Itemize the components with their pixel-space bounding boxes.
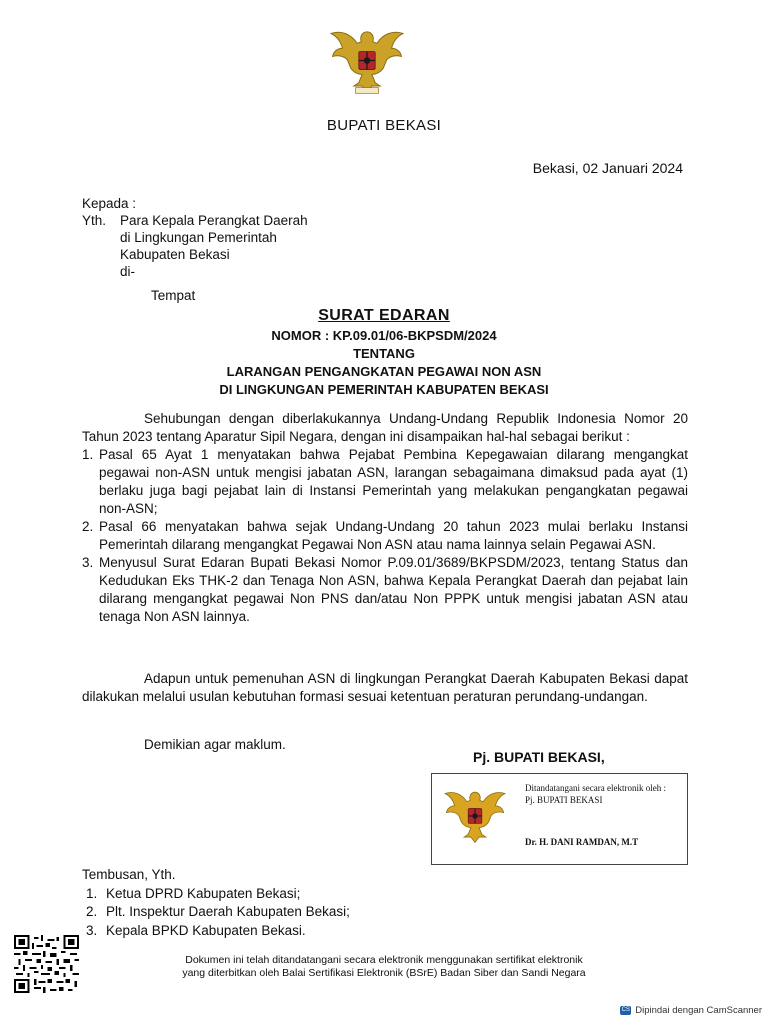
paragraph-text: Adapun untuk pemenuhan ASN di lingkungan Perangkat Daerah Kabupaten Bekasi dapat dilakukan melalui usulan kebutuhan formasi sesuai ketentuan peraturan perundang-undangan.: [82, 671, 688, 704]
fulfillment-paragraph: [82, 670, 688, 706]
recipient-line: Kabupaten Bekasi: [120, 247, 230, 262]
closing-remark: Demikian agar maklum.: [144, 737, 286, 752]
document-number: NOMOR : KP.09.01/06-BKPSDM/2024: [271, 328, 497, 343]
issuing-authority: BUPATI BEKASI: [326, 117, 442, 134]
copy-number: 3.: [86, 922, 98, 938]
recipient-line: Para Kepala Perangkat Daerah: [120, 213, 308, 228]
intro-paragraph: Sehubungan dengan diberlakukannya Undang-Undang Republik Indonesia Nomor 20 Tahun 2023 tentang Aparatur Sipil Negara, dengan ini disampaikan hal-hal sebagai berikut :: [82, 411, 688, 444]
list-item: [82, 885, 350, 904]
recipient-line: di Lingkungan Pemerintah: [120, 230, 277, 245]
document-type: SURAT EDARAN: [318, 307, 450, 324]
point-number: 3.: [82, 555, 94, 570]
signer-title: Pj. BUPATI BEKASI,: [473, 749, 605, 765]
copy-text: Kepala BPKD Kabupaten Bekasi.: [106, 922, 306, 938]
esign-footnote: [0, 954, 768, 980]
list-item: [82, 922, 350, 941]
recipient-label: Kepada :: [82, 196, 137, 211]
document-subject-line1: LARANGAN PENGANGKATAN PEGAWAI NON ASN: [226, 364, 542, 379]
points-list: [82, 446, 688, 626]
list-item: [82, 518, 688, 554]
esign-role: Pj. BUPATI BEKASI: [525, 795, 603, 805]
scanner-text: Dipindai dengan CamScanner: [635, 1005, 762, 1016]
copies-block: [82, 866, 350, 940]
document-subject-line2: DI LINGKUNGAN PEMERINTAH KABUPATEN BEKASI: [219, 382, 549, 397]
recipient-place: Tempat: [151, 288, 196, 303]
list-item: [82, 903, 350, 922]
letter-body: [82, 410, 688, 626]
list-item: [82, 446, 688, 518]
point-number: 2.: [82, 519, 94, 534]
point-number: 1.: [82, 447, 94, 462]
copy-text: Ketua DPRD Kabupaten Bekasi;: [106, 885, 301, 901]
document-about: TENTANG: [353, 346, 415, 361]
copies-label: Tembusan, Yth.: [82, 867, 176, 882]
recipient-line: di-: [120, 264, 136, 279]
point-text: Pasal 65 Ayat 1 menyatakan bahwa Pejabat Pembina Kepegawaian dilarang mengangkat pegawai non-ASN untuk mengisi jabatan ASN, larangan sebagaimana dimaksud pada ayat (1) berlaku juga bagi pejabat lain di Instansi Pemerintah yang melakukan pengangkatan pegawai non-ASN;: [99, 447, 688, 516]
esign-caption: Ditandatangani secara elektronik oleh :: [525, 783, 666, 793]
copy-number: 2.: [86, 904, 98, 919]
copies-list: [82, 885, 350, 941]
electronic-signature-box: [431, 773, 688, 865]
letter-date: Bekasi, 02 Januari 2024: [532, 160, 683, 176]
footnote-line: Dokumen ini telah ditandatangani secara elektronik menggunakan sertifikat elektronik: [185, 954, 583, 966]
recipient-salutation: Yth.: [82, 213, 107, 228]
camscanner-icon: CS: [621, 1007, 630, 1013]
footnote-line: yang diterbitkan oleh Balai Sertifikasi Elektronik (BSrE) Badan Siber dan Sandi Negara: [182, 967, 586, 979]
garuda-emblem-icon: [440, 784, 510, 852]
scanner-watermark: [620, 1005, 762, 1016]
garuda-emblem-icon: [326, 22, 408, 104]
recipient-block: [82, 195, 308, 304]
list-item: [82, 554, 688, 626]
document-title-block: [0, 307, 768, 397]
copy-text: Plt. Inspektur Daerah Kabupaten Bekasi;: [106, 904, 350, 919]
point-text: Pasal 66 menyatakan bahwa sejak Undang-Undang 20 tahun 2023 mulai berlaku Instansi Pemerintah dilarang mengangkat Pegawai Non ASN atau nama lainnya selain Pegawai ASN.: [99, 519, 688, 552]
signer-name: Dr. H. DANI RAMDAN, M.T: [525, 837, 639, 847]
point-text: Menyusul Surat Edaran Bupati Bekasi Nomor P.09.01/3689/BKPSDM/2023, tentang Status dan Kedudukan Eks THK-2 dan Tenaga Non ASN, bahwa Kepala Perangkat Daerah dan pejabat lain dilarang mengangkat pegawai Non PNS dan/atau Non PPPK untuk mengisi jabatan ASN atau tenaga Non ASN lainnya.: [99, 555, 688, 624]
copy-number: 1.: [86, 885, 98, 901]
